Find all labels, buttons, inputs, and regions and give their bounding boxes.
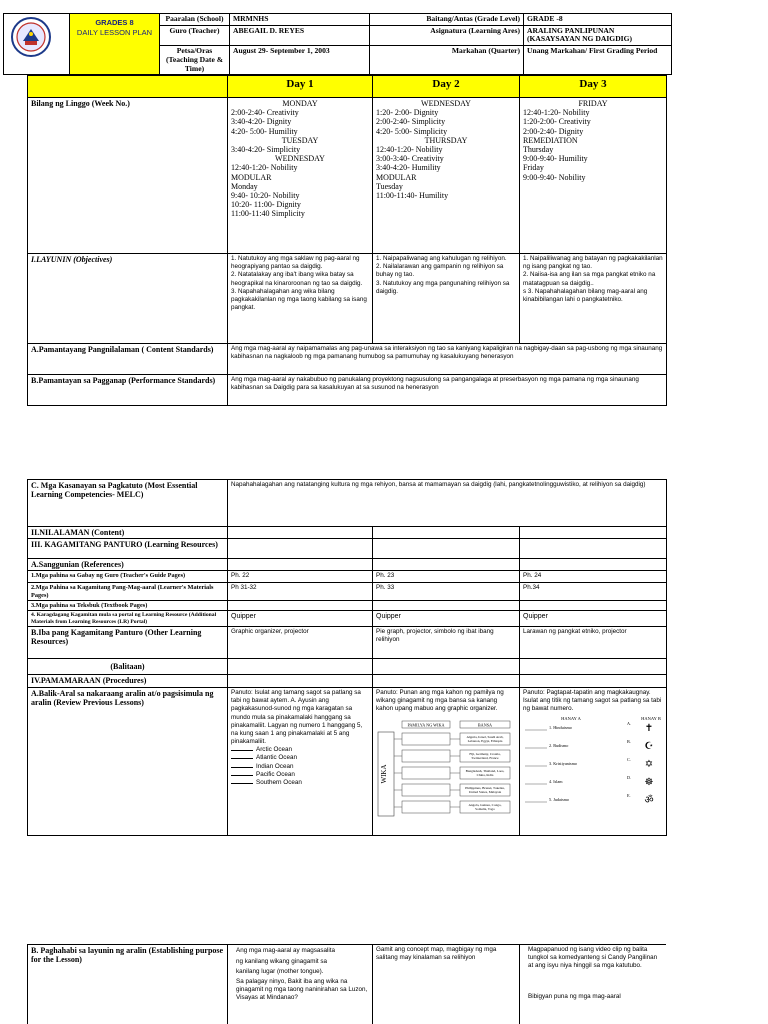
purpose-day1-line1: Ang mga mag-aaral ay magsasalita [236,947,336,954]
balitaan-day2 [373,659,520,675]
review-instructions-day2: Panuto: Punan ang mga kahon ng pamilya ng wikang ginagamit ng mga bansa sa kanang kahon upang mabuo ang graphic organizer. [376,689,504,713]
religion-symbol-icon: ☪ [644,740,654,752]
schedule-line: 2:00-2:40- Dignity [523,126,584,136]
ocean-item [231,746,369,754]
schedule-line: 4:20- 5:00- Humility [231,126,298,136]
religion-name: 3. Kristiyanismo [549,760,577,766]
ocean-item [231,754,369,762]
learners-materials-label: 2.Mga Pahina sa Kagamitang Pang-Mag-aaral (Learner's Materials Pages) [28,583,228,600]
schedule-line: FRIDAY [578,99,608,108]
matching-rows [525,721,654,806]
schedule-line: 2:00-2:40- Simplicity [376,117,446,127]
other-resources-day2: Pie graph, projector, simbolo ng ibat ibang relihiyon [373,627,520,659]
purpose-day1-line2: ng kanilang wikang ginagamit sa [236,957,328,965]
other-resources-day1: Graphic organizer, projector [228,627,373,659]
content-day2 [373,527,520,539]
textbook-day1 [228,600,373,610]
melc-text: Napahahalagahan ang natatanging kultura ng mga rehiyon, bansa at mamamayan sa daigdig (lahi, pangkatetnolingguwistiko, at relihiyon sa daigdig) [228,480,667,527]
purpose-day1 [228,945,373,1024]
purpose-day3-text: Magpapanuod ng isang video clip ng balita tungkol sa komedyanteng si Candy Pangilinan at ang isyu niya hinggil sa mga katutubo. [528,946,658,970]
purpose-day1-question: Sa palagay ninyo, Bakit iba ang wika na ginagamit ng mga taong naninirahan sa Luzon, Visayas at Mindanao? [236,978,368,1002]
choice-letter: C. [627,756,631,762]
schedule-line: 3:40-4:20- Dignity [231,117,292,127]
ocean-item [231,771,369,779]
country-list-text: Fiji, Germany, Croatia, Switzerland, France [469,751,501,760]
ocean-item [231,779,369,787]
purpose-day1-line3: kanilang lugar (mother tongue). [236,968,324,976]
quarter-value: Unang Markahan/ First Grading Period [524,46,672,75]
grade-level-value: GRADE -8 [524,14,672,26]
week-label: Bilang ng Linggo (Week No.) [28,98,228,254]
family-blank-box [402,767,450,779]
family-blank-box [402,784,450,796]
schedule-line: MONDAY [282,99,318,108]
schedule-line: Tuesday [376,181,403,191]
procedures-day3 [520,675,667,688]
resources-day1 [228,539,373,559]
header-table [3,13,672,75]
other-resources-label: B.Iba pang Kagamitang Panturo (Other Learning Resources) [28,627,228,659]
ocean-name: Southern Ocean [256,778,302,786]
teachers-guide-day2: Ph. 23 [373,571,520,583]
religion-symbol-icon: ✡ [644,758,654,770]
review-label: A.Balik-Aral sa nakaraang aralin at/o pagsisimula ng aralin (Review Previous Lessons) [28,688,228,836]
country-list-text: Algeria, Israel, Saudi Arab, Lebanon, Egypt, Ethiopia [466,734,504,743]
resources-day2 [373,539,520,559]
teachers-guide-day3: Ph. 24 [520,571,667,583]
objectives-day1: 1. Natutukoy ang mga saklaw ng pag-aaral ng heograpiyang pantao sa daigdig. 2. Natatalakay ang iba't ibang wika batay sa heograpikal na kinaroroonan ng tao sa daigdig. 3. Napahahalagahan ang wika bilang pagkakakilanlan ng mga taong kabilang sa isang pangkat. [228,254,373,344]
lr-portal-day1: Quipper [228,611,373,627]
lesson-table-top [27,75,666,406]
answer-blank [231,783,253,784]
textbook-day2 [373,600,520,610]
lr-portal-label: 4. Karagdagang Kagamitan mula sa portal ng Learning Resource (Additional Materials from Learning Resources (LR) Portal) [28,611,228,627]
answer-blank [231,750,253,751]
schedule-line: REMEDIATION [523,135,578,145]
content-label: II.NILALAMAN (Content) [28,527,228,539]
review-day2 [373,688,520,836]
purpose-day3-feedback: Bibigyan puna ng mga mag-aaral [528,992,621,1000]
answer-blank [231,758,253,759]
schedule-line: 9:00-9:40- Nobility [523,172,586,182]
textbook-label: 3.Mga pahina sa Teksbuk (Textbook Pages) [28,600,228,610]
schedule-line: 9:40- 10:20- Nobility [231,190,300,200]
procedures-table [27,479,667,836]
schedule-line: 2:00-2:40- Creativity [231,108,299,118]
schedule-line: 3:00-3:40- Creativity [376,154,444,164]
schedule-line: Monday [231,181,258,191]
school-label: Paaralan (School) [160,14,230,26]
balitaan-day3 [520,659,667,675]
schedule-line: 11:00-11:40- Humility [376,190,449,200]
balitaan-label: (Balitaan) [28,659,228,675]
content-day3 [520,527,667,539]
lesson-table-middle [27,479,666,836]
deped-seal-cell [4,14,70,75]
schedule-line: MODULAR [231,172,272,182]
review-instructions-day3: Panuto: Pagtapat-tapatin ang magkakaugnay. Isulat ang titik ng tamang sagot sa patlang sa tabi ng bawat numero. [523,689,662,713]
objectives-day2: 1. Naipapaliwanag ang kahulugan ng relihiyon. 2. Nailalarawan ang gampanin ng relihiyon sa buhay ng tao. 3. Natutukoy ang mga pangunahing relihiyon sa daigdig. [373,254,520,344]
pamilya-header-label: PAMILYA NG WIKA [407,722,445,728]
choice-letter: E. [627,792,631,798]
deped-seal-icon [5,15,57,59]
ocean-name: Arctic Ocean [256,746,293,754]
day1-header: Day 1 [228,76,373,98]
procedures-day2 [373,675,520,688]
answer-blank [231,767,253,768]
objectives-label: I.LAYUNIN (Objectives) [28,254,228,344]
references-day1 [228,559,373,571]
objectives-table [27,75,667,406]
lr-portal-day3: Quipper [520,611,667,627]
religion-name: 2. Budismo [549,742,569,748]
content-standards-label: A.Pamantayang Pangnilalaman ( Content Standards) [28,344,228,375]
teacher-label: Guro (Teacher) [160,25,230,45]
schedule-line: WEDNESDAY [275,154,325,164]
ocean-item [231,763,369,771]
answer-blank [231,775,253,776]
quarter-label: Markahan (Quarter) [370,46,524,75]
teachers-guide-label: 1.Mga pahina sa Gabay ng Guro (Teacher's Guide Pages) [28,571,228,583]
religion-symbol-icon: ✝ [644,722,654,734]
schedule-line: 12:40-1:20- Nobility [231,163,298,173]
schedule-line: 4:20- 5:00- Simplicity [376,126,448,136]
date-value: August 29- September 1, 2003 [230,46,370,75]
choice-letter: B. [627,738,631,744]
schedule-line: 12:40-1:20- Nobility [376,144,443,154]
schedule-line: TUESDAY [281,135,319,145]
bansa-header-label: BANSA [477,722,493,728]
schedule-line: THURSDAY [424,135,468,145]
references-label: A.Sanggunian (References) [28,559,228,571]
references-day3 [520,559,667,571]
lesson-table-bottom [27,944,666,1024]
performance-standards-cell [228,375,667,406]
schedule-line: Thursday [523,144,554,154]
hanay-b-header: HANAY B [641,715,661,721]
procedures-label: IV.PAMAMARAAN (Procedures) [28,675,228,688]
country-list-text: Bangladesh, Thailand, Laos, China, India [465,768,505,777]
performance-standards-text2: kabihasnan sa Daigdig para sa kasalukuyan at sa susunod na henerasyon [231,384,439,392]
lr-portal-day2: Quipper [373,611,520,627]
choice-letter: A. [627,720,632,726]
schedule-line: Friday [523,163,544,173]
ocean-name: Pacific Ocean [256,770,295,778]
references-day2 [373,559,520,571]
country-list-text: Angola, Guinea, Congo, Somalia, Togo [468,802,502,811]
schedule-line: 11:00-11:40 Simplicity [231,209,305,219]
corner-cell [28,76,228,98]
religion-name: 5. Judaismo [549,796,570,802]
schedule-line: WEDNESDAY [421,99,471,108]
week-schedule-day2 [373,98,520,254]
ocean-list [231,746,369,787]
performance-standards-label: B.Pamantayan sa Pagganap (Performance Standards) [28,375,228,406]
content-day1 [228,527,373,539]
grades-label: GRADES 8 [95,18,134,27]
ocean-name: Indian Ocean [256,762,294,770]
week-schedule-day3 [520,98,667,254]
language-family-diagram [376,718,514,818]
learners-materials-day1: Ph 31-32 [228,583,373,600]
purpose-table [27,944,666,1024]
day2-header: Day 2 [373,76,520,98]
melc-label: C. Mga Kasanayan sa Pagkatuto (Most Essential Learning Competencies- MELC) [28,480,228,527]
purpose-day2: Gamit ang concept map, magbigay ng mga salitang may kinalaman sa relihiyon [373,945,520,1024]
other-resources-day3: Larawan ng pangkat etniko, projector [520,627,667,659]
teacher-value: ABEGAIL D. REYES [230,25,370,45]
purpose-label: B. Paghahabi sa layunin ng aralin (Establishing purpose for the Lesson) [28,945,228,1024]
religion-symbol-icon: ॐ [644,794,654,806]
ocean-name: Atlantic Ocean [256,754,297,762]
purpose-day3 [520,945,667,1024]
performance-standards-text1: Ang mga mag-aaral ay nakabubuo ng panukalang proyektong nagsusulong sa pangangalaga at preserbasyon ng mga pamana ng mga sinaunang [231,376,639,383]
schedule-line: 3:40-4:20- Simplicity [231,144,301,154]
textbook-day3 [520,600,667,610]
balitaan-day1 [228,659,373,675]
family-blank-box [402,750,450,762]
schedule-line: 9:00-9:40- Humility [523,154,588,164]
wika-label: WIKA [380,764,388,784]
dlp-label: DAILY LESSON PLAN [76,28,153,38]
review-day1 [228,688,373,836]
learning-area-label: Asignatura (Learning Ares) [370,25,524,45]
schedule-line: 10:20- 11:00- Dignity [231,200,301,210]
objectives-day3: 1. Naipaliliwanag ang batayan ng pagkakakilanlan ng isang pangkat ng tao. 2. Naiisa-isa ang ilan sa mga pangkat etniko na matatagpuan sa daigdig.. s 3. Napahahalagahan bilang mag-aaral ang kinabibilangan lahi o pangkatetniko. [520,254,667,344]
family-blank-box [402,733,450,745]
date-label: Petsa/Oras (Teaching Date & Time) [160,46,230,75]
grade-badge [70,14,160,75]
day3-header: Day 3 [520,76,667,98]
header-block [3,13,671,75]
schedule-line: 3:40-4:20- Humility [376,163,441,173]
country-list-text: Philippines, Brunei, Tokelau, United States, Malaysia [465,785,505,794]
religion-name: 4. Islam [549,778,563,784]
week-schedule-day1 [228,98,373,254]
review-instructions-day1: Panuto: Isulat ang tamang sagot sa patlang sa tabi ng bawat aytem. A. Ayusin ang pagkakasunod-sunod ng mga karagatan sa mundo mula sa pinakamalaki hanggang sa pinakamaliit. Lagyan ng numero 1 hanggang 5, na kung saan 1 ang pinakamalaki at 5 ang pinakamaliit. [231,689,363,746]
schedule-line: 1:20-2:00- Creativity [523,117,591,127]
schedule-line: MODULAR [376,172,417,182]
learners-materials-day3: Ph.34 [520,583,667,600]
schedule-line: 1:20- 2:00- Dignity [376,108,439,118]
family-blank-box [402,801,450,813]
content-standards-text: Ang mga mag-aaral ay naipamamalas ang pag-unawa sa interaksiyon ng tao sa kaniyang kapaligiran na nagbigay-daan sa pag-usbong ng mga sinaunang kabihasnan na nagkaloob ng mga pamanang humubog sa pamumuhay ng kasalukuyang henerasyon [228,344,667,375]
choice-letter: D. [627,774,632,780]
learning-area-value: ARALING PANLIPUNAN (KASAYSAYAN NG DAIGDIG) [524,25,672,45]
religion-symbol-icon: ☸ [644,776,654,788]
diagram-rows [394,733,510,813]
schedule-line: 12:40-1:20- Nobility [523,108,590,118]
religion-matching-table [523,715,663,815]
teachers-guide-day1: Ph. 22 [228,571,373,583]
learners-materials-day2: Ph. 33 [373,583,520,600]
review-day3 [520,688,667,836]
religion-name: 1. Hinduismo [549,724,572,730]
learning-resources-label: III. KAGAMITANG PANTURO (Learning Resources) [28,539,228,559]
school-value: MRMNHS [230,14,370,26]
procedures-day1 [228,675,373,688]
grade-level-label: Baitang/Antas (Grade Level) [370,14,524,26]
resources-day3 [520,539,667,559]
hanay-a-header: HANAY A [561,715,581,721]
